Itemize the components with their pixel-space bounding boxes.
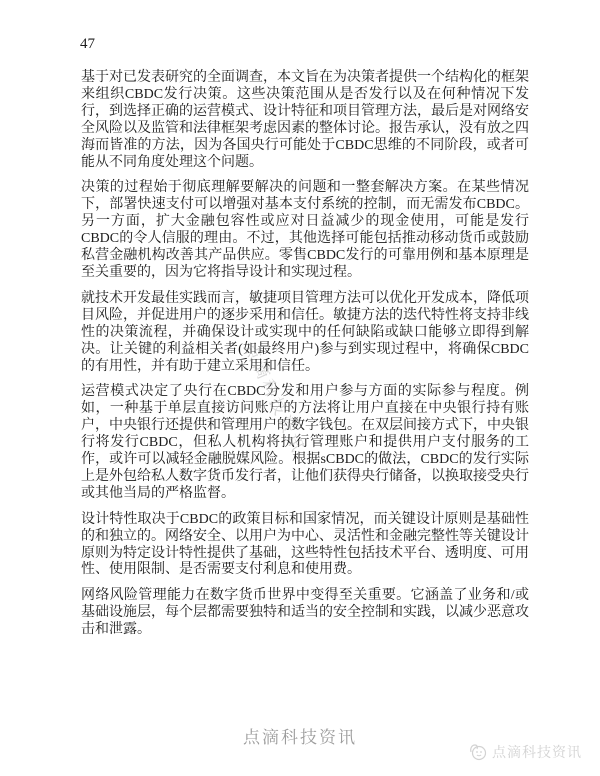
paragraph-operating-model: 运营模式决定了央行在CBDC分发和用户参与方面的实际参与程度。例如，一种基于单层直接访问账户的方法将让用户直接在中央银行持有账户，中央银行还提供和管理用户的数字钱包。在双层间接方式下，中央银行将发行CBDC，但私人机构将执行管理账户和提供用户支付服务的工作，或许可以减轻金融脱媒风险。根据sCBDC的做法，CBDC的发行实际上是外包给私人数字货币发行者，让他们获得央行储备，以换取接受央行或其他当局的严格监督。 — [81, 384, 529, 501]
page-content — [81, 70, 529, 648]
corner-watermark — [467, 742, 582, 762]
paragraph-design-features: 设计特性取决于CBDC的政策目标和国家情况，而关键设计原则是基础性的和独立的。网络安全、以用户为中心、灵活性和金融完整性等关键设计原则为特定设计特性提供了基础，这些特性包括技术平台、透明度、可用性、使用限制、是否需要支付利息和使用费。 — [81, 511, 529, 578]
paragraph-cyber-risk: 网络风险管理能力在数字货币世界中变得至关重要。它涵盖了业务和/或基础设施层，每个层都需要独特和适当的安全控制和实践，以减少恶意攻击和泄露。 — [81, 588, 529, 638]
paragraph-overview: 基于对已发表研究的全面调查，本文旨在为决策者提供一个结构化的框架来组织CBDC发行决策。这些决策范围从是否发行以及在何种情况下发行，到选择正确的运营模式、设计特征和项目管理方法，最后是对网络安全风险以及监管和法律框架考虑因素的整体讨论。报告承认，没有放之四海而皆准的方法，因为各国央行可能处于CBDC思维的不同阶段，或者可能从不同角度处理这个问题。 — [81, 70, 529, 170]
paragraph-decision-process: 决策的过程始于彻底理解要解决的问题和一整套解决方案。在某些情况下，部署快速支付可以增强对基本支付系统的控制，而无需发布CBDC。另一方面，扩大金融包容性或应对日益减少的现金使用，可能是发行CBDC的令人信服的理由。不过，其他选择可能包括推动移动货币或鼓励私营金融机构改善其产品供应。零售CBDC发行的可靠用例和基本原理是至关重要的，因为它将指导设计和实现过程。 — [81, 180, 529, 280]
paragraph-agile-development: 就技术开发最佳实践而言，敏捷项目管理方法可以优化开发成本，降低项目风险，并促进用户的逐步采用和信任。敏捷方法的迭代特性将支持非线性的决策流程，并确保设计或实现中的任何缺陷或缺口能够立即得到解决。让关键的利益相关者(如最终用户)参与到实现过程中，将确保CBDC的有用性，并有助于建立采用和信任。 — [81, 290, 529, 374]
footer-watermark-text: 点滴科技资讯 — [243, 728, 357, 747]
page-number: 47 — [80, 36, 95, 52]
corner-watermark-text: 点滴科技资讯 — [492, 746, 582, 761]
diagonal-watermark-text: 点滴科技资讯 — [240, 340, 309, 457]
droplet-face-logo-icon — [467, 743, 489, 761]
